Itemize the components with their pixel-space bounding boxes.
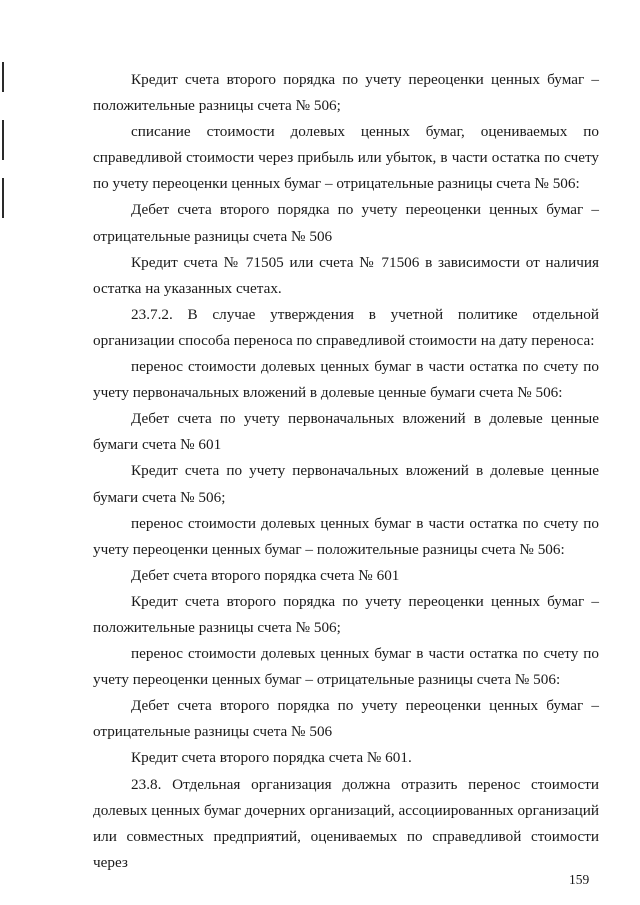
- paragraph: Дебет счета второго порядка по учету переоценки ценных бумаг – отрицательные разницы счета № 506: [93, 201, 599, 245]
- scan-edge-mark: [2, 178, 4, 218]
- paragraph: списание стоимости долевых ценных бумаг, оцениваемых по справедливой стоимости через прибыль или убыток, в части остатка по счету по учету переоценки ценных бумаг – отрицательные разницы счета № 506:: [93, 123, 599, 193]
- paragraph: Кредит счета по учету первоначальных вложений в долевые ценные бумаги счета № 506;: [93, 462, 599, 506]
- page-number: 159: [569, 872, 590, 887]
- paragraph: Дебет счета второго порядка по учету переоценки ценных бумаг – отрицательные разницы счета № 506: [93, 697, 599, 741]
- scan-edge-mark: [2, 62, 4, 92]
- paragraph: Кредит счета второго порядка счета № 601.: [131, 749, 412, 767]
- paragraph: Дебет счета по учету первоначальных вложений в долевые ценные бумаги счета № 601: [93, 410, 599, 454]
- paragraph: 23.8. Отдельная организация должна отразить перенос стоимости долевых ценных бумаг дочерних организаций, ассоциированных организаций или совместных предприятий, оцениваемых по справедливой стоимости через: [93, 775, 599, 871]
- scan-edge-mark: [2, 120, 4, 160]
- paragraph: 23.7.2. В случае утверждения в учетной политике отдельной организации способа переноса по справедливой стоимости на дату переноса:: [93, 305, 599, 349]
- paragraph: перенос стоимости долевых ценных бумаг в части остатка по счету по учету первоначальных вложений в долевые ценные бумаги счета № 506:: [93, 358, 599, 402]
- document-body: [93, 67, 599, 876]
- paragraph: Кредит счета второго порядка по учету переоценки ценных бумаг – положительные разницы счета № 506;: [93, 592, 599, 636]
- paragraph: Дебет счета второго порядка счета № 601: [131, 566, 400, 584]
- paragraph: перенос стоимости долевых ценных бумаг в части остатка по счету по учету переоценки ценных бумаг – отрицательные разницы счета № 506:: [93, 645, 599, 689]
- paragraph: Кредит счета второго порядка по учету переоценки ценных бумаг – положительные разницы счета № 506;: [93, 71, 599, 115]
- paragraph: Кредит счета № 71505 или счета № 71506 в зависимости от наличия остатка на указанных счетах.: [93, 253, 599, 297]
- paragraph: перенос стоимости долевых ценных бумаг в части остатка по счету по учету переоценки ценных бумаг – положительные разницы счета № 506:: [93, 514, 599, 558]
